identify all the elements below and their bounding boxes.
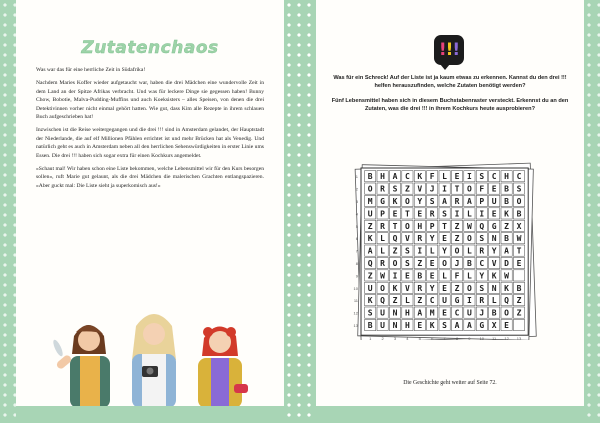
grid-letter: E [429, 259, 435, 268]
girl-right-figure [198, 326, 248, 406]
grid-letter: L [380, 246, 386, 256]
row-number: 5 [355, 223, 358, 229]
row-number: 3 [355, 199, 358, 204]
grid-letter: P [429, 221, 435, 231]
grid-cell [513, 319, 524, 330]
grid-letter: P [479, 197, 485, 206]
grid-letter: Z [392, 296, 398, 306]
grid-letter: U [380, 308, 386, 318]
story-paragraph: »Schaut mal! Wir haben schon eine Liste bekommen, welche Lebensmittel wir für den Kurs besorgen sollen«, ruft Marie gut gelaunt, als die drei Mädchen die malerischen Grachten entlangspazieren. »Aber guckt mal: Die Liste sieht ja superkomisch aus!« [36, 165, 264, 189]
exclamation-marks-logo: !!! [438, 40, 460, 60]
grid-letter: H [417, 221, 423, 231]
grid-letter: Q [504, 296, 510, 306]
continue-caption: Die Geschichte geht weiter auf Seite 72. [403, 380, 497, 386]
row-number: 4 [355, 211, 358, 217]
right-page [316, 0, 584, 406]
grid-letter: A [417, 308, 423, 318]
row-number: 10 [353, 285, 358, 291]
grid-letter: J [479, 308, 485, 318]
grid-letter: O [504, 308, 510, 318]
grid-letter: L [429, 246, 435, 256]
instruction-paragraph: Was für ein Schreck! Auf der Liste ist ja kaum etwas zu erkennen. Kannst du den drei !!! helfen herauszufinden, welche Zutaten benötigt werden? [333, 75, 567, 90]
grid-letter: B [367, 321, 373, 330]
grid-letter: D [504, 259, 510, 268]
grid-letter: C [429, 296, 435, 306]
grid-letter: K [504, 209, 510, 219]
grid-letter: F [429, 172, 435, 182]
grid-letter: I [417, 246, 423, 256]
grid-letter: S [392, 184, 398, 194]
grid-letter: Z [504, 221, 510, 231]
grid-letter: E [516, 259, 522, 268]
grid-letter: Q [367, 259, 373, 268]
left-border-pattern [0, 0, 16, 423]
grid-letter: V [404, 283, 410, 293]
grid-letter: R [380, 259, 386, 268]
grid-letter: S [479, 234, 485, 244]
grid-letter: F [479, 184, 485, 194]
grid-letter: K [491, 271, 497, 281]
grid-letter: V [491, 259, 497, 268]
grid-letter: X [516, 221, 522, 231]
grid-letter: V [404, 234, 410, 244]
row-number: 1 [355, 174, 358, 180]
grid-letter: G [380, 197, 386, 206]
grid-letter: L [466, 271, 472, 281]
story-paragraph: Was war das für eine herrliche Zeit in Südafrika! [36, 67, 146, 73]
row-number: 9 [355, 273, 358, 279]
column-number: 3 [393, 336, 397, 340]
grid-letter: E [491, 184, 497, 194]
grid-letter: Y [479, 271, 485, 281]
grid-letter: E [442, 283, 448, 293]
page-gutter [284, 0, 316, 423]
grid-letter: B [516, 209, 522, 219]
grid-letter: K [367, 234, 373, 244]
grid-letter: C [516, 172, 522, 182]
grid-letter: W [380, 271, 386, 281]
column-number: 1 [369, 336, 372, 340]
grid-letter: Y [429, 283, 435, 293]
grid-letter: N [491, 283, 497, 293]
grid-letter: U [367, 283, 373, 293]
grid-letter: Y [491, 246, 497, 256]
grid-letter: S [429, 197, 435, 206]
grid-letter: W [466, 221, 472, 231]
three-girls-illustration [46, 296, 256, 406]
row-number: 11 [353, 298, 358, 304]
grid-letter: B [504, 234, 510, 244]
grid-letter: E [429, 271, 435, 281]
grid-letter: O [466, 283, 472, 293]
grid-letter: Y [429, 234, 435, 244]
grid-letter: W [516, 234, 522, 244]
grid-letter: Q [479, 221, 485, 231]
column-number: 10 [479, 336, 485, 340]
column-number: 4 [406, 336, 409, 340]
story-paragraph: Nachdem Maries Koffer wieder aufgetaucht war, haben die drei Mädchen eine wundervolle Zeit in dem Land an der Spitze Afrikas verbracht. Und was für leckere Dinge sie gegessen haben! Bunny Chow, Bobotie, Malva-Pudding-Muffins und auch Koeksisters – alles Speisen, von denen die drei Detektivinnen vorher nicht einmal gehört hatten. Wie gut, dass Kim alle Rezepte in ihrem schlauen Buch aufgeschrieben hat! [36, 80, 264, 120]
grid-letter: S [367, 308, 373, 318]
grid-letter: O [466, 234, 472, 244]
grid-letter: E [491, 209, 497, 219]
grid-letter: T [454, 184, 460, 194]
grid-letter: X [491, 321, 497, 330]
grid-letter: K [392, 283, 398, 293]
instruction-paragraph: Fünf Lebensmittel haben sich in diesem Buchstabenraster versteckt. Erkennst du an den Zutaten, was die drei !!! in ihrem Kochkurs heute ausprobieren? [331, 97, 569, 112]
grid-letter: G [491, 221, 497, 231]
grid-letter: I [466, 172, 472, 182]
grid-letter: N [392, 308, 398, 318]
grid-letter: O [466, 184, 472, 194]
grid-letter: L [466, 246, 472, 256]
grid-letter: Z [417, 296, 423, 306]
grid-letter: K [429, 321, 435, 330]
grid-letter: Z [454, 221, 460, 231]
grid-letter: A [442, 197, 448, 206]
story-text [36, 66, 264, 195]
girl-left-figure [51, 325, 110, 406]
grid-letter: S [404, 259, 410, 268]
grid-letter: R [479, 246, 485, 256]
grid-letter: Z [454, 234, 460, 244]
grid-letter: O [380, 283, 386, 293]
grid-letter: P [380, 209, 386, 219]
column-number: 6 [431, 336, 434, 340]
grid-letter: Y [442, 246, 448, 256]
grid-letter: B [417, 271, 423, 281]
grid-letter: Z [404, 184, 410, 194]
grid-letter: Z [392, 246, 398, 256]
column-number: 8 [455, 336, 459, 340]
grid-letter: A [367, 246, 373, 256]
grid-letter: K [392, 197, 398, 206]
grid-letter: C [479, 259, 485, 268]
grid-letter: B [516, 283, 522, 293]
grid-letter: L [491, 296, 497, 306]
column-number: 2 [381, 336, 384, 340]
grid-letter: F [454, 271, 460, 281]
grid-letter: L [442, 172, 448, 182]
grid-letter: K [367, 296, 373, 306]
grid-letter: L [466, 209, 472, 219]
grid-letter: L [442, 271, 448, 281]
grid-letter: O [392, 259, 398, 268]
grid-letter: C [454, 308, 460, 318]
grid-letter: E [417, 321, 423, 330]
grid-letter: Z [367, 221, 373, 231]
grid-letter: G [479, 321, 485, 330]
grid-letter: U [466, 308, 472, 318]
grid-letter: E [454, 172, 460, 182]
grid-letter: H [504, 172, 510, 182]
grid-letter: T [516, 246, 522, 256]
grid-letter: Q [392, 234, 398, 244]
grid-letter: R [417, 283, 423, 293]
grid-letter: Z [367, 271, 373, 281]
grid-letter: J [429, 184, 435, 194]
grid-letter: A [454, 321, 460, 330]
grid-letter: I [442, 184, 448, 194]
grid-letter: N [491, 234, 497, 244]
grid-letter: Z [516, 308, 522, 318]
grid-letter: O [404, 197, 410, 206]
grid-letter: Q [380, 296, 386, 306]
left-page [16, 0, 284, 406]
grid-letter: U [380, 321, 386, 330]
grid-letter: J [454, 259, 460, 268]
grid-letter: E [442, 308, 448, 318]
grid-letter: H [404, 321, 410, 330]
row-number: 13 [353, 323, 358, 328]
girl-middle-figure [132, 314, 176, 406]
column-number: 5 [418, 336, 421, 340]
grid-letter: Z [454, 283, 460, 293]
column-number: 7 [443, 336, 446, 340]
grid-letter: E [392, 209, 398, 219]
grid-letter: G [454, 296, 460, 306]
grid-letter: L [404, 296, 410, 306]
right-border-pattern [584, 0, 600, 423]
grid-letter: K [417, 172, 423, 182]
column-number: 11 [492, 336, 497, 340]
row-number: 6 [355, 236, 358, 242]
grid-letter: Z [516, 296, 522, 306]
grid-letter: R [479, 296, 485, 306]
die-drei-badge [434, 35, 464, 65]
grid-letter: H [404, 308, 410, 318]
grid-letter: O [454, 246, 460, 256]
grid-letter: B [367, 172, 373, 182]
letter-grid-puzzle [350, 160, 550, 340]
grid-letter: K [504, 283, 510, 293]
grid-letter: O [516, 197, 522, 206]
grid-letter: E [404, 271, 410, 281]
grid-letter: B [504, 197, 510, 206]
row-number: 2 [355, 186, 358, 192]
grid-letter: E [442, 234, 448, 244]
grid-letter: S [479, 172, 485, 182]
grid-letter: R [454, 197, 460, 206]
grid-letter: S [479, 283, 485, 293]
row-number: 7 [355, 248, 358, 254]
grid-letter: B [466, 259, 472, 268]
chapter-title: Zutatenchaos [81, 38, 219, 58]
grid-letter: R [380, 184, 386, 194]
grid-letter: T [404, 209, 410, 219]
grid-letter: U [367, 209, 373, 219]
grid-letter: A [466, 321, 472, 330]
grid-letter: M [367, 197, 373, 206]
grid-letter: I [454, 209, 460, 219]
grid-letter: C [491, 172, 497, 182]
grid-letter: T [442, 221, 448, 231]
grid-letter: W [504, 271, 510, 281]
grid-letter: O [404, 221, 410, 231]
grid-letter: E [504, 321, 510, 330]
grid-letter: V [417, 184, 423, 194]
column-number: 12 [504, 336, 509, 340]
grid-letter: O [367, 184, 373, 194]
grid-letter: I [392, 271, 398, 281]
row-number: 8 [355, 261, 358, 266]
row-number: 12 [353, 310, 358, 316]
grid-letter: S [404, 246, 410, 256]
grid-letter: U [491, 197, 497, 206]
grid-letter: R [429, 209, 435, 219]
grid-letter: M [429, 308, 435, 318]
story-paragraph: Inzwischen ist die Reise weitergegangen und die drei !!! sind in Amsterdam gelandet, der Hauptstadt der Niederlande, die auf elf Millionen Pfählen errichtet ist und mehr Brücken hat als Venedig. Und natürlich geht es auch in Amsterdam neben all den herrlichen Sehenswürdigkeiten in erster Linie ums Essen. Die drei !!! haben sich sogar extra für einen Kochkurs angemeldet. [36, 127, 264, 159]
grid-letter: I [466, 296, 472, 306]
grid-letter: A [466, 197, 472, 206]
grid-letter: O [442, 259, 448, 268]
puzzle-instructions [326, 74, 574, 119]
grid-letter: B [491, 308, 497, 318]
grid-letter: S [442, 321, 448, 330]
grid-letter: C [404, 172, 410, 182]
grid-letter: T [392, 221, 398, 231]
grid-letter: N [392, 321, 398, 330]
grid-letter: I [479, 209, 485, 219]
column-number: 9 [468, 336, 471, 340]
grid-letter: S [516, 184, 522, 194]
grid-letter: Y [417, 197, 423, 206]
grid-letter: U [442, 296, 448, 306]
grid-letter: R [417, 234, 423, 244]
grid-letter: H [380, 172, 386, 182]
grid-letter: A [392, 172, 398, 182]
grid-letter: A [504, 246, 510, 256]
grid-letter: B [504, 184, 510, 194]
grid-letter: Z [417, 259, 423, 268]
grid-letter: E [417, 209, 423, 219]
grid-letter: L [380, 234, 386, 244]
grid-cell [513, 270, 524, 281]
column-number: 13 [516, 336, 522, 340]
grid-letter: S [442, 209, 448, 219]
grid-letter: R [380, 221, 386, 231]
